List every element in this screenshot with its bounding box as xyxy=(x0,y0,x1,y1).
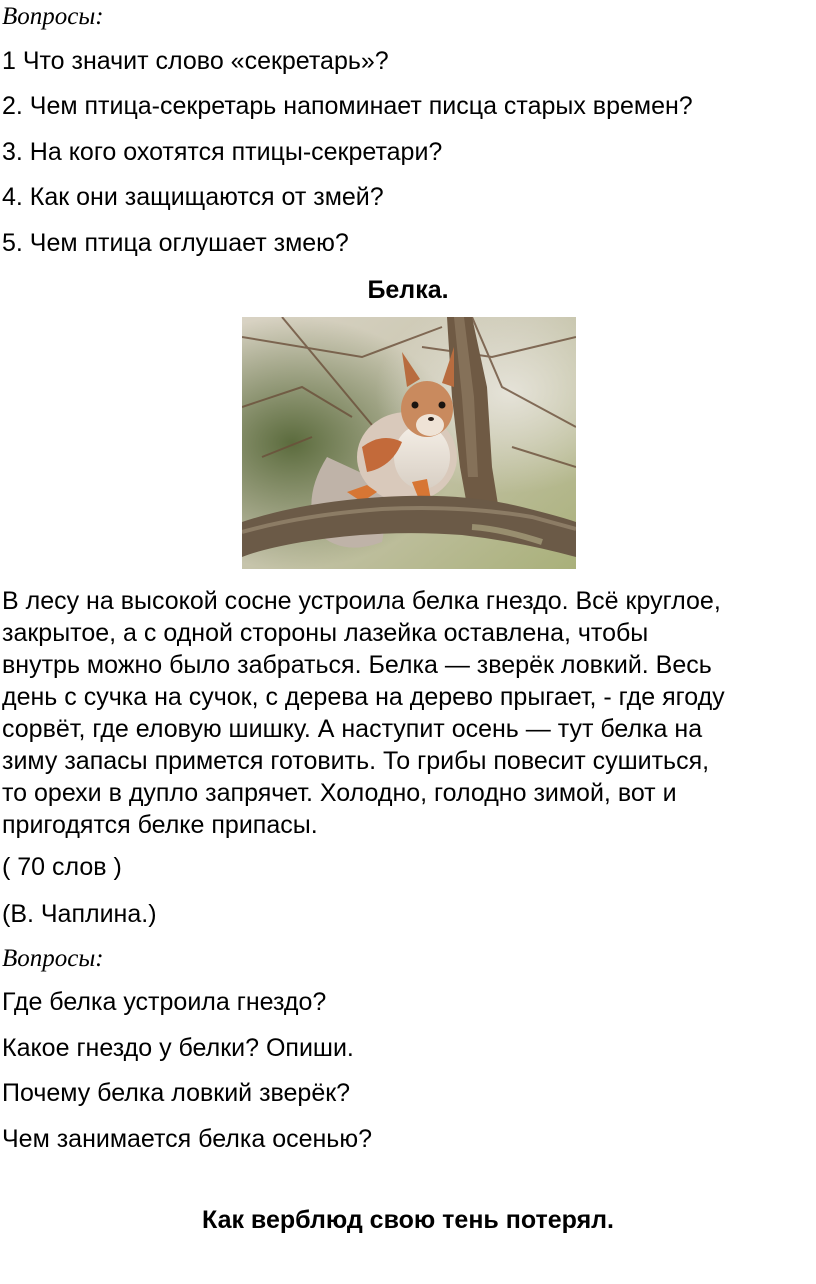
story-question-1: Где белка устроила гнездо? xyxy=(2,988,327,1016)
story-question-3: Почему белка ловкий зверёк? xyxy=(2,1079,351,1107)
next-story-title: Как верблюд свою тень потерял. xyxy=(202,1206,614,1234)
story-line: внутрь можно было забраться. Белка — зверёк ловкий. Весь xyxy=(2,651,712,679)
story-line: В лесу на высокой сосне устроила белка гнездо. Всё круглое, xyxy=(2,587,721,615)
question-1: 1 Что значит слово «секретарь»? xyxy=(2,47,389,75)
question-4: 4. Как они защищаются от змей? xyxy=(2,183,384,211)
squirrel-photo xyxy=(242,317,576,569)
story-text xyxy=(2,585,816,841)
word-count: ( 70 слов ) xyxy=(2,853,122,881)
question-3: 3. На кого охотятся птицы-секретари? xyxy=(2,138,443,166)
story-line: то орехи в дупло запрячет. Холодно, голодно зимой, вот и xyxy=(2,779,677,807)
squirrel-on-branch-photo-icon xyxy=(242,317,576,569)
story-line: пригодятся белке припасы. xyxy=(2,811,318,839)
story-line: сорвёт, где еловую шишку. А наступит осень — тут белка на xyxy=(2,715,703,743)
story-question-4: Чем занимается белка осенью? xyxy=(2,1125,372,1153)
question-2: 2. Чем птица-секретарь напоминает писца старых времен? xyxy=(2,92,693,120)
story-line: зиму запасы примется готовить. То грибы повесит сушиться, xyxy=(2,747,710,775)
story-line: закрытое, а с одной стороны лазейка оставлена, чтобы xyxy=(2,619,649,647)
story-question-2: Какое гнездо у белки? Опиши. xyxy=(2,1034,354,1062)
story-author: (В. Чаплина.) xyxy=(2,900,157,928)
questions-heading: Вопросы: xyxy=(2,3,104,30)
story-title: Белка. xyxy=(367,276,449,304)
story-questions-heading: Вопросы: xyxy=(2,945,104,972)
story-line: день с сучка на сучок, с дерева на дерево прыгает, - где ягоду xyxy=(2,683,725,711)
question-5: 5. Чем птица оглушает змею? xyxy=(2,229,349,257)
